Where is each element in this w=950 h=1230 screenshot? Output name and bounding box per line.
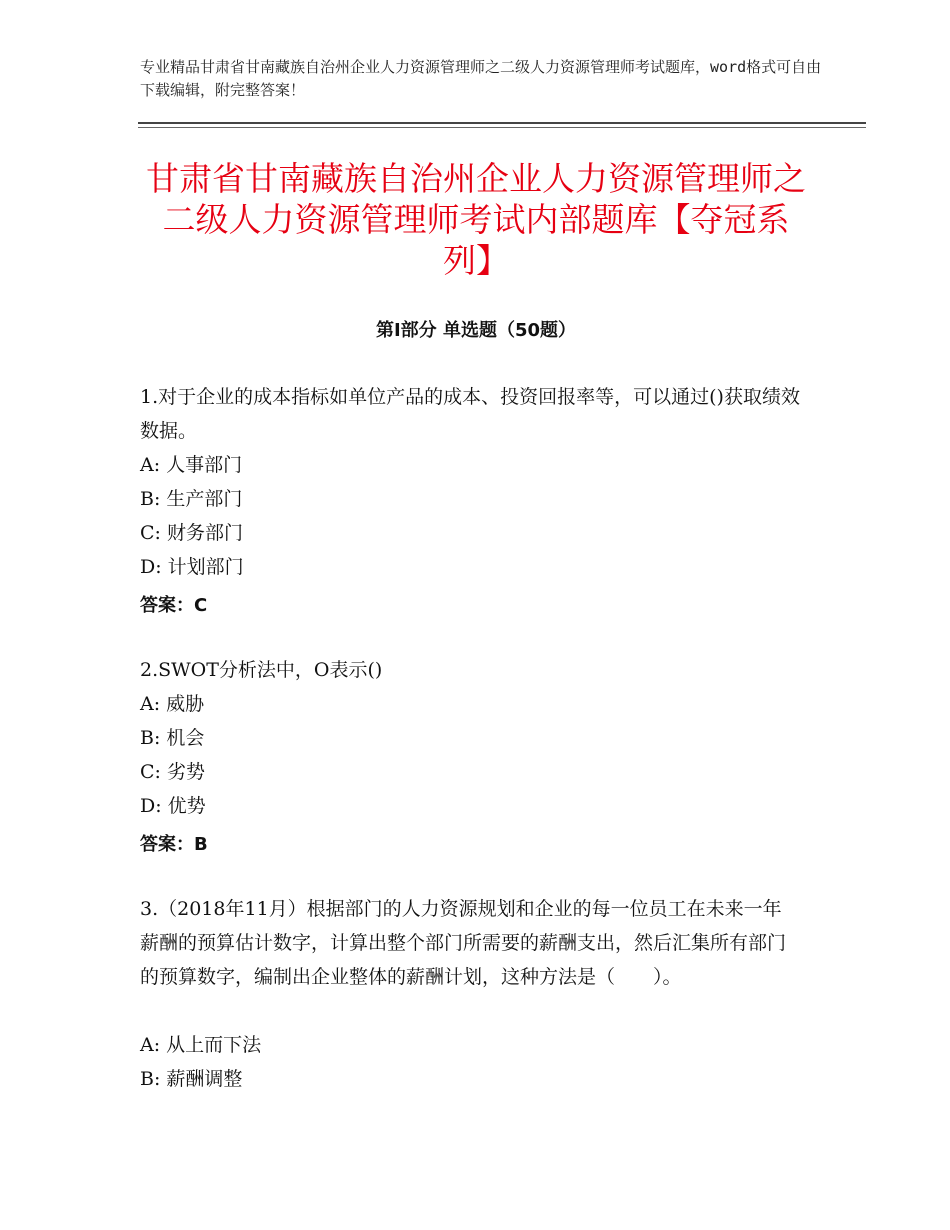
question-2-option-d: D: 优势: [140, 795, 206, 817]
question-2-option-a: A: 威胁: [140, 693, 205, 715]
header-note: 专业精品甘肃省甘南藏族自治州企业人力资源管理师之二级人力资源管理师考试题库，word格式可自由下载编辑，附完整答案！: [140, 58, 822, 99]
header-rule-thick: [138, 122, 866, 124]
question-1-option-b: B: 生产部门: [140, 488, 243, 510]
question-1-answer: 答案：C: [140, 595, 208, 616]
question-stem-1: 1.对于企业的成本指标如单位产品的成本、投资回报率等，可以通过()获取绩效数据。: [140, 386, 800, 442]
question-2-option-c: C: 劣势: [140, 761, 205, 783]
section-title: 第Ⅰ部分 单选题（50题）: [375, 320, 576, 341]
question-1-option-c: C: 财务部门: [140, 522, 243, 544]
question-1-option-a: A: 人事部门: [140, 454, 243, 476]
question-2-answer: 答案：B: [140, 834, 208, 855]
question-3-option-a: A: 从上而下法: [140, 1034, 262, 1056]
question-1-option-d: D: 计划部门: [140, 556, 244, 578]
question-3-option-b: B: 薪酬调整: [140, 1068, 243, 1090]
question-2-option-b: B: 机会: [140, 727, 205, 749]
header-rule-thin: [138, 127, 866, 128]
question-stem-3: 3.（2018年11月）根据部门的人力资源规划和企业的每一位员工在未来一年薪酬的预算估计数字，计算出整个部门所需要的薪酬支出，然后汇集所有部门的预算数字，编制出企业整体的薪酬计划，这种方法是（ ）。: [140, 898, 787, 988]
question-stem-2: 2.SWOT分析法中，O表示(): [140, 659, 383, 681]
document-title: 甘肃省甘南藏族自治州企业人力资源管理师之二级人力资源管理师考试内部题库【夺冠系列】: [146, 159, 806, 280]
